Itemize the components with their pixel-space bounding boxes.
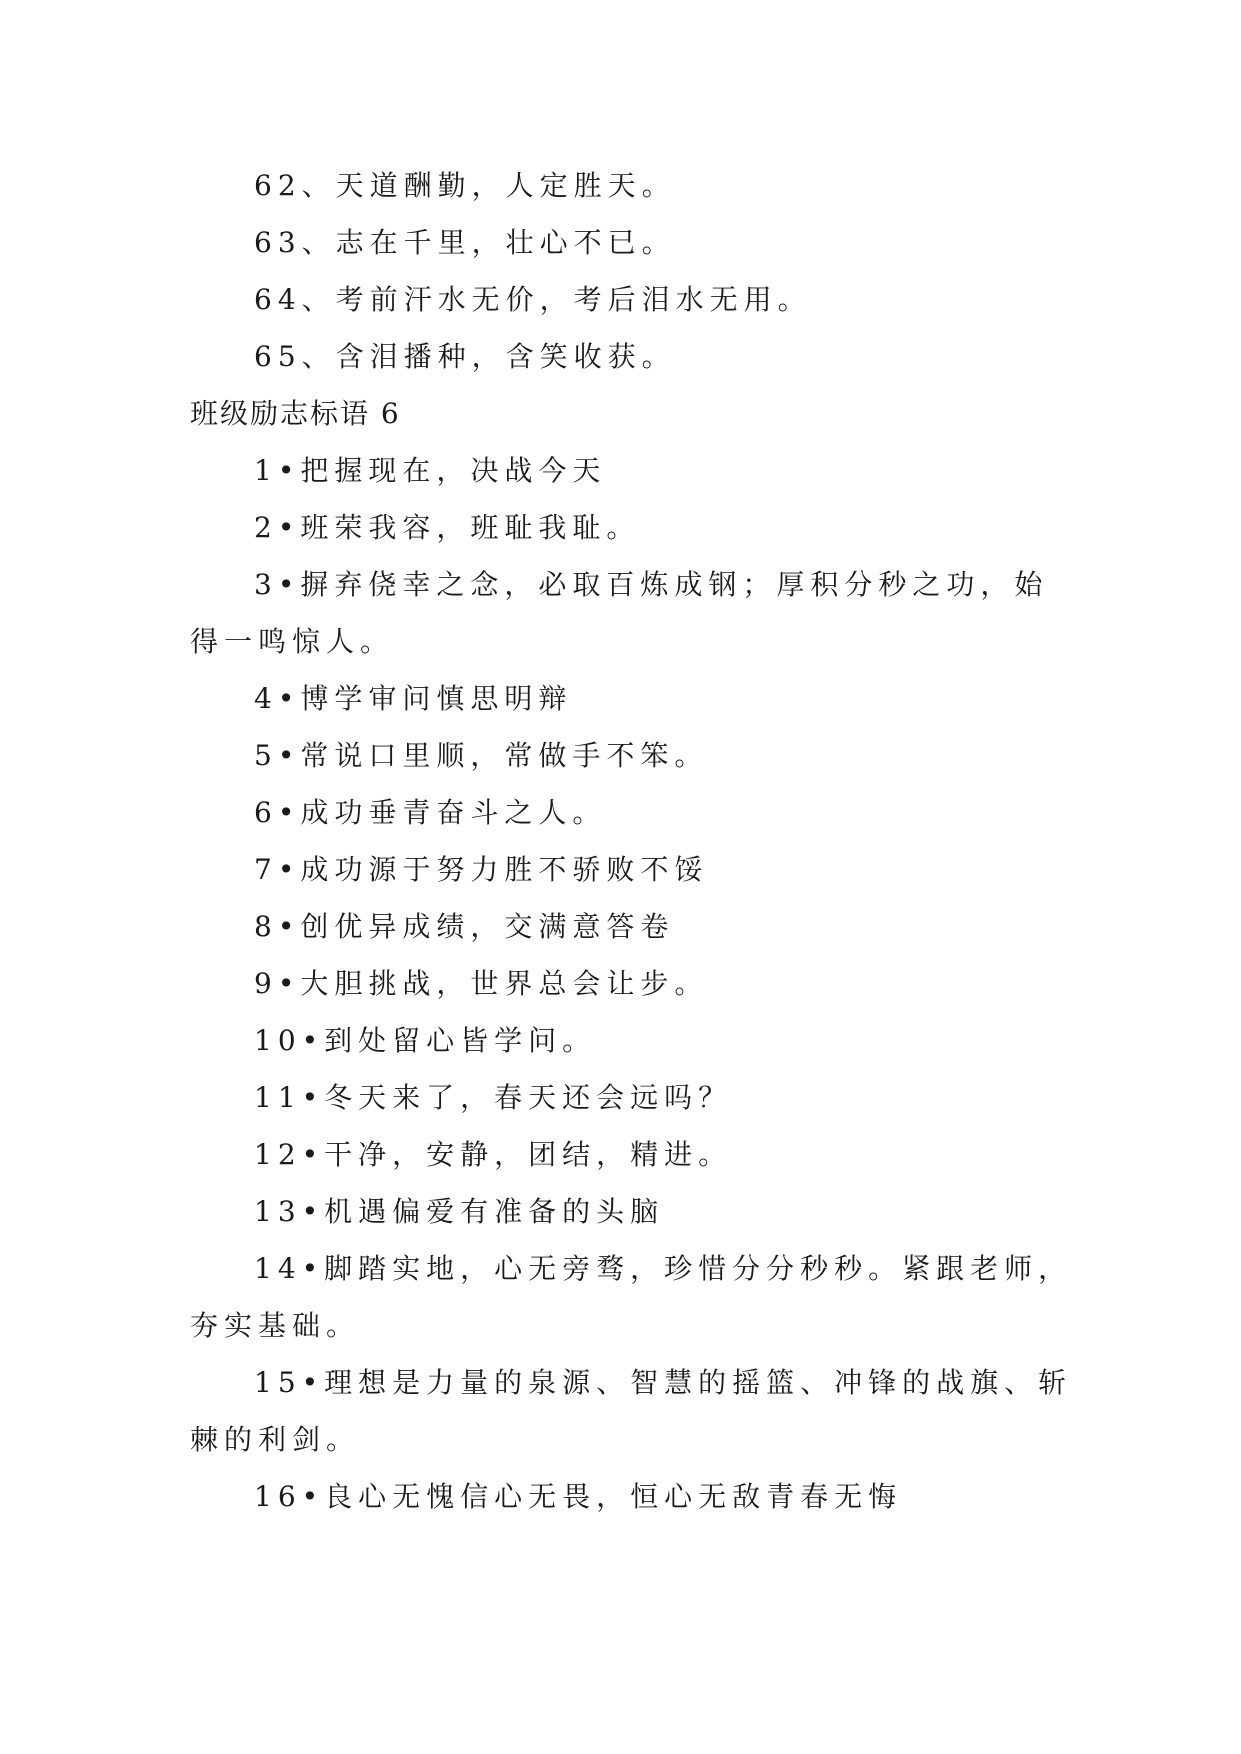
slogan-line-11: 11•冬天来了，春天还会远吗？ bbox=[254, 1081, 733, 1114]
slogan-line-15: 15•理想是力量的泉源、智慧的摇篮、冲锋的战旗、斩 bbox=[254, 1366, 1073, 1399]
slogan-line-1: 1•把握现在，决战今天 bbox=[254, 454, 607, 487]
slogan-line-10: 10•到处留心皆学问。 bbox=[254, 1024, 597, 1057]
slogan-line-3: 3•摒弃侥幸之念，必取百炼成钢；厚积分秒之功，始 bbox=[254, 568, 1049, 601]
slogan-line-2: 2•班荣我容，班耻我耻。 bbox=[254, 511, 641, 544]
slogan-line-14-continued: 夯实基础。 bbox=[190, 1309, 361, 1342]
slogan-line-4: 4•博学审问慎思明辩 bbox=[254, 682, 573, 715]
slogan-line-12: 12•干净，安静，团结，精进。 bbox=[254, 1138, 733, 1171]
slogan-line-9: 9•大胆挑战，世界总会让步。 bbox=[254, 967, 709, 1000]
slogan-line-15-continued: 棘的利剑。 bbox=[190, 1423, 361, 1456]
slogan-line-8: 8•创优异成绩，交满意答卷 bbox=[254, 910, 675, 943]
slogan-line-64: 64、考前汗水无价，考后泪水无用。 bbox=[254, 283, 812, 316]
slogan-line-16: 16•良心无愧信心无畏，恒心无敌青春无悔 bbox=[254, 1480, 903, 1513]
section-heading: 班级励志标语 6 bbox=[190, 397, 401, 430]
slogan-line-65: 65、含泪播种，含笑收获。 bbox=[254, 340, 676, 373]
slogan-line-62: 62、天道酬勤，人定胜天。 bbox=[254, 169, 676, 202]
slogan-line-14: 14•脚踏实地，心无旁骛，珍惜分分秒秒。紧跟老师， bbox=[254, 1252, 1073, 1285]
slogan-line-7: 7•成功源于努力胜不骄败不馁 bbox=[254, 853, 709, 886]
slogan-line-13: 13•机遇偏爱有准备的头脑 bbox=[254, 1195, 665, 1228]
slogan-line-63: 63、志在千里，壮心不已。 bbox=[254, 226, 676, 259]
slogan-line-6: 6•成功垂青奋斗之人。 bbox=[254, 796, 607, 829]
slogan-line-5: 5•常说口里顺，常做手不笨。 bbox=[254, 739, 709, 772]
slogan-line-3-continued: 得一鸣惊人。 bbox=[190, 625, 395, 658]
